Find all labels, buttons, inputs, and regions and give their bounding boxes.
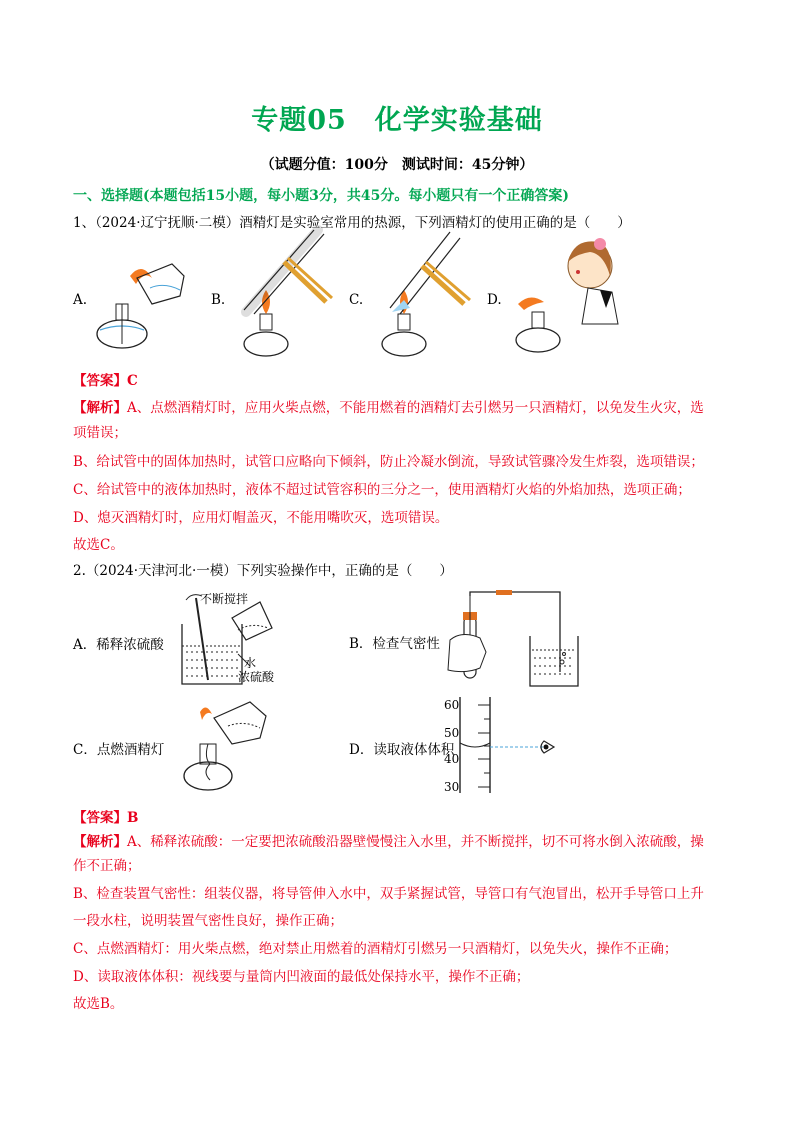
q1-option-d: D.: [487, 292, 502, 308]
q1-analysis-line-2: 项错误；: [73, 425, 127, 441]
q1-option-b: B.: [211, 292, 226, 308]
title-part1: 专题05: [251, 105, 347, 136]
q2-figure-c: [180, 698, 280, 798]
q2-figure-a-stir-label: 不断搅拌: [200, 592, 249, 606]
q1-stem: 1、（2024·辽宁抚顺·二模）酒精灯是实验室常用的热源，下列酒精灯的使用正确的是（ ）: [73, 215, 631, 231]
subtitle: （试题分值：100分 测试时间：45分钟）: [260, 157, 534, 173]
q1-figure-b: [226, 222, 336, 362]
q1-analysis-line-4: C、给试管中的液体加热时，液体不超过试管容积的三分之一，使用酒精灯火焰的外焰加热，选项正确；: [73, 482, 691, 498]
q2-analysis-line-2: 作不正确；: [73, 858, 141, 874]
q1-figure-c: [364, 222, 474, 362]
q2-analysis-line-3: B、检查装置气密性：组装仪器，将导管伸入水中，双手紧握试管，导管口有气泡冒出，松开手导管口上升: [73, 886, 704, 902]
q2-figure-b: [440, 590, 580, 690]
q1-analysis-line-1: 【解析】A、点燃酒精灯时，应用火柴点燃，不能用燃着的酒精灯去引燃另一只酒精灯，以免发生火灾，选: [73, 400, 704, 416]
q1-analysis-line-5: D、熄灭酒精灯时，应用灯帽盖灭，不能用嘴吹灭，选项错误。: [73, 510, 449, 526]
q2-cylinder-tick-50: 50: [444, 726, 460, 740]
q2-option-a: A．稀释浓硫酸: [73, 637, 164, 653]
page-title: [0, 98, 794, 137]
q1-answer: 【答案】C: [73, 373, 138, 389]
q1-analysis-line-3: B、给试管中的固体加热时，试管口应略向下倾斜，防止冷凝水倒流，导致试管骤冷发生炸裂，选项错误；: [73, 454, 704, 470]
title-part2: 化学实验基础: [374, 105, 543, 136]
q2-cylinder-tick-40: 40: [444, 752, 460, 766]
q2-cylinder-tick-30: 30: [444, 780, 460, 794]
q2-figure-a-acid-label: 浓硫酸: [238, 670, 275, 684]
q2-answer: 【答案】B: [73, 810, 139, 826]
q2-analysis-line-4: 一段水柱，说明装置气密性良好，操作正确；: [73, 913, 343, 929]
q2-analysis-line-6: D、读取液体体积：视线要与量筒内凹液面的最低处保持水平，操作不正确；: [73, 969, 530, 985]
q2-option-d: D．读取液体体积: [349, 742, 455, 758]
q1-option-c: C.: [349, 292, 364, 308]
q2-analysis-line-7: 故选B。: [73, 996, 124, 1012]
q2-stem: 2.（2024·天津河北·一模）下列实验操作中，正确的是（ ）: [73, 563, 453, 579]
q1-option-a: A.: [73, 292, 88, 308]
q1-figure-a: [92, 256, 192, 356]
q2-analysis-line-1: 【解析】A、稀释浓硫酸：一定要把浓硫酸沿器壁慢慢注入水里，并不断搅拌，切不可将水倒入浓硫酸，操: [73, 834, 704, 850]
q2-analysis-line-5: C、点燃酒精灯：用火柴点燃，绝对禁止用燃着的酒精灯引燃另一只酒精灯，以免失火，操作不正确；: [73, 941, 678, 957]
section-heading: 一、选择题(本题包括15小题，每小题3分，共45分。每小题只有一个正确答案): [73, 188, 569, 204]
q2-option-b: B．检查气密性: [349, 636, 440, 652]
q2-option-c: C．点燃酒精灯: [73, 742, 165, 758]
q2-figure-a-water-label: 水: [244, 656, 257, 670]
q1-figure-d: [510, 232, 630, 362]
q2-cylinder-tick-60: 60: [444, 698, 460, 712]
q1-analysis-line-6: 故选C。: [73, 537, 124, 553]
